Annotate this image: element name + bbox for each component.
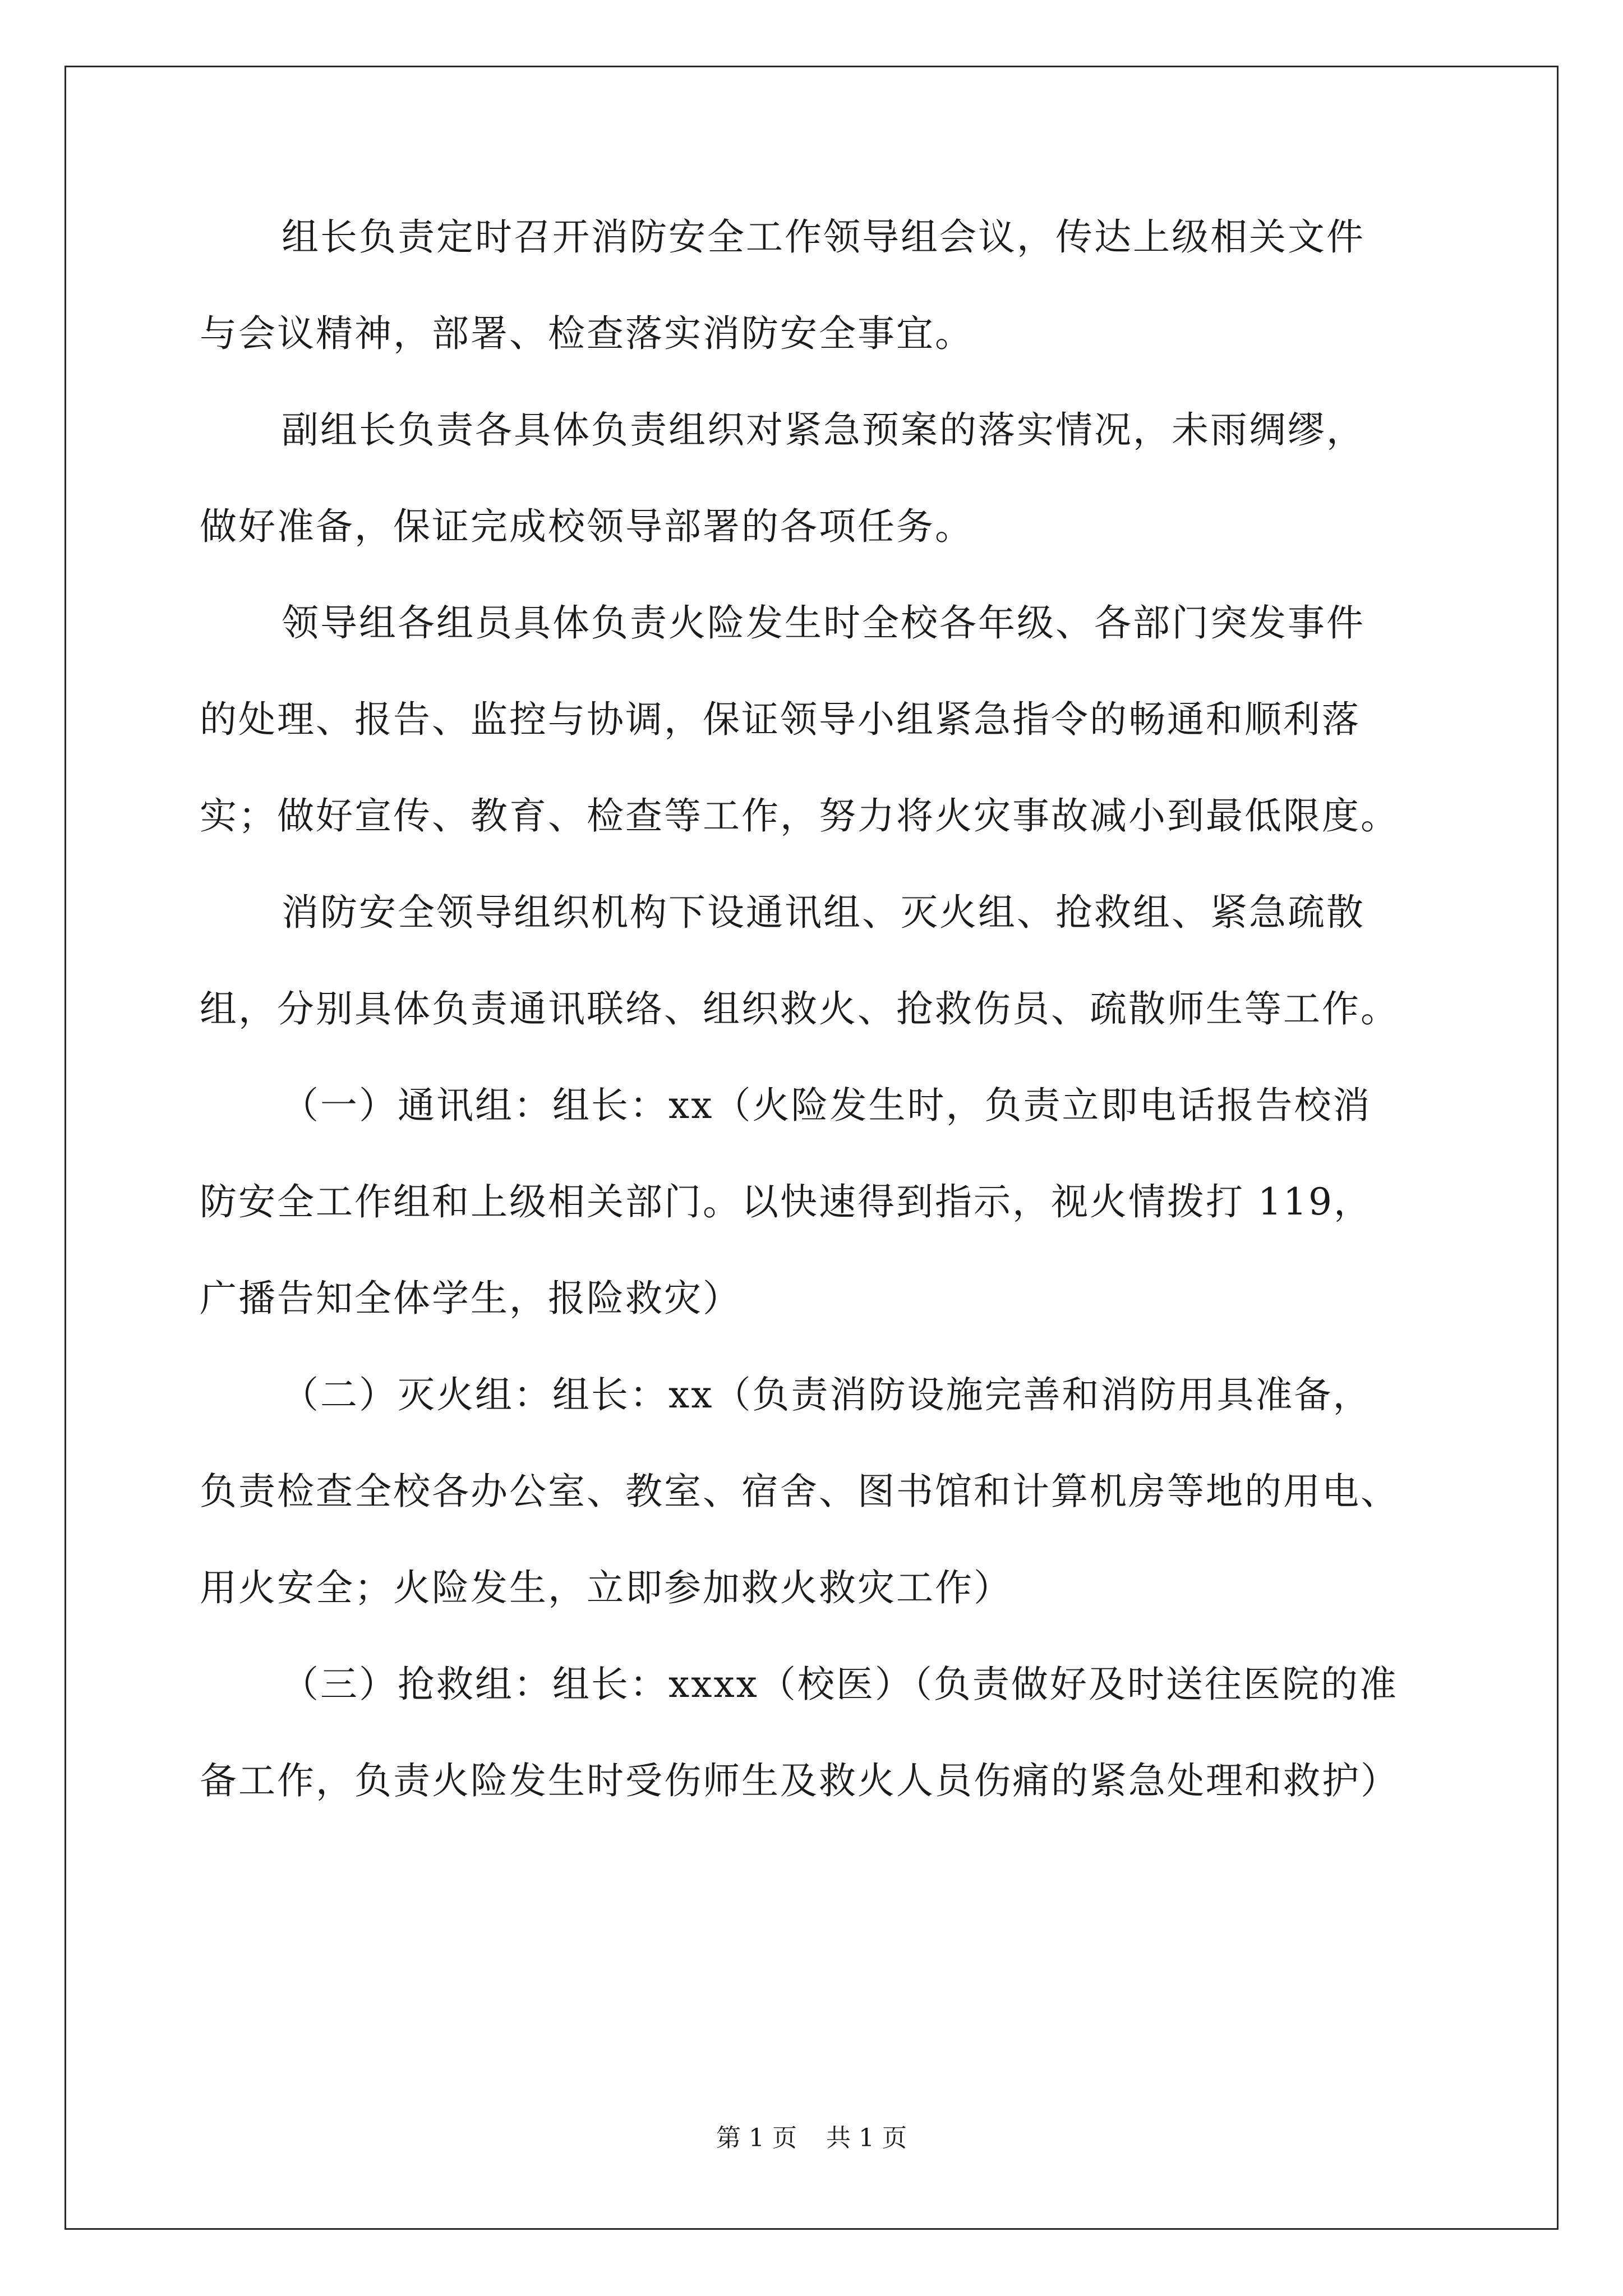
paragraph-3 <box>200 601 1428 838</box>
paragraph-line: 用火安全；火险发生，立即参加救火救灾工作） <box>200 1566 1012 1609</box>
paragraph-line: 组，分别具体负责通讯联络、组织救火、抢救伤员、疏散师生等工作。 <box>200 987 1399 1030</box>
paragraph-line: （三）抢救组：组长：xxxx（校医）（负责做好及时送往医院的准 <box>282 1663 1398 1706</box>
paragraph-1 <box>200 215 1428 355</box>
paragraph-2 <box>200 408 1428 548</box>
paragraph-line: 消防安全领导组织机构下设通讯组、灭火组、抢救组、紧急疏散 <box>282 891 1365 934</box>
paragraph-line: （二）灭火组：组长：xx（负责消防设施完善和消防用具准备， <box>282 1373 1372 1416</box>
paragraph-line: 防安全工作组和上级相关部门。以快速得到指示，视火情拨打 119， <box>200 1180 1372 1223</box>
page-footer <box>0 2125 1623 2152</box>
paragraph-line: 负责检查全校各办公室、教室、宿舍、图书馆和计算机房等地的用电、 <box>200 1470 1399 1513</box>
paragraph-line: 的处理、报告、监控与协调，保证领导小组紧急指令的畅通和顺利落 <box>200 698 1361 741</box>
paragraph-6 <box>200 1373 1428 1609</box>
paragraph-line: 实；做好宣传、教育、检查等工作，努力将火灾事故减小到最低限度。 <box>200 794 1399 838</box>
paragraph-line: 做好准备，保证完成校领导部署的各项任务。 <box>200 505 974 548</box>
paragraph-line: 与会议精神，部署、检查落实消防安全事宜。 <box>200 312 974 355</box>
document-body <box>200 215 1428 1815</box>
paragraph-line: 广播告知全体学生，报险救灾） <box>200 1277 741 1320</box>
paragraph-line: （一）通讯组：组长：xx（火险发生时，负责立即电话报告校消 <box>282 1084 1372 1127</box>
paragraph-7 <box>200 1663 1428 1802</box>
paragraph-line: 备工作，负责火险发生时受伤师生及救火人员伤痛的紧急处理和救护） <box>200 1759 1399 1802</box>
paragraph-5 <box>200 1084 1428 1320</box>
paragraph-line: 领导组各组员具体负责火险发生时全校各年级、各部门突发事件 <box>282 601 1365 645</box>
page-number-current: 第 1 页 <box>716 2124 797 2152</box>
page-number-total: 共 1 页 <box>826 2124 907 2152</box>
paragraph-4 <box>200 891 1428 1030</box>
paragraph-line: 副组长负责各具体负责组织对紧急预案的落实情况，未雨绸缪， <box>282 408 1365 452</box>
paragraph-line: 组长负责定时召开消防安全工作领导组会议，传达上级相关文件 <box>282 215 1365 259</box>
